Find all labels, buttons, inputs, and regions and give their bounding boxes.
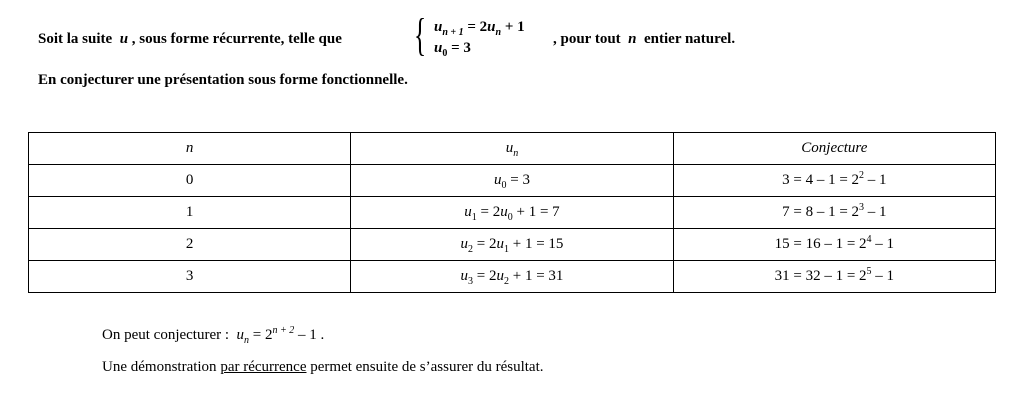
cell-u: $u_0 = 3$	[351, 165, 673, 197]
conclusion-formula: On peut conjecturer : $u_n = 2^{n + 2} - 1$ .	[102, 325, 325, 346]
cell-conjecture: $3 = 4 - 1 = 2^2 - 1$	[673, 165, 995, 197]
cell-u: $u_2 = 2u_1 + 1 = 15$	[351, 229, 673, 261]
statement-mid: , sous forme récurrente, telle que	[131, 31, 342, 47]
cell-u: $u_3 = 2u_2 + 1 = 31$	[351, 261, 673, 293]
sequence-symbol: u	[119, 31, 129, 47]
cell-n: 2	[29, 229, 351, 261]
conclusion-note: Une démonstration par récurrence permet ensuite de s’assurer du résultat.	[102, 359, 544, 375]
table-row	[29, 197, 996, 229]
variable-n: n	[628, 31, 637, 47]
cell-n: 3	[29, 261, 351, 293]
cell-n: 0	[29, 165, 351, 197]
table-header-row	[29, 133, 996, 165]
question-text: En conjecturer une présentation sous forme fonctionnelle.	[38, 72, 408, 88]
statement-text	[38, 31, 342, 48]
table-row	[29, 229, 996, 261]
recurrence-link: par récurrence	[220, 359, 307, 375]
cell-conjecture: $31 = 32 - 1 = 2^5 - 1$	[673, 261, 995, 293]
header-n: n	[29, 133, 351, 165]
initial-condition: $u_0 = 3$	[434, 40, 471, 59]
system-brace: {	[414, 9, 427, 60]
recurrence-equation: $u_{n + 1} = 2u_n + 1$	[434, 19, 525, 38]
header-conjecture: Conjecture	[673, 133, 995, 165]
conjecture-table	[28, 132, 996, 293]
cell-n: 1	[29, 197, 351, 229]
header-un: $u_n$	[351, 133, 673, 165]
table-row	[29, 165, 996, 197]
statement-end: , pour tout n entier naturel.	[553, 31, 736, 47]
table-row	[29, 261, 996, 293]
cell-u: $u_1 = 2u_0 + 1 = 7$	[351, 197, 673, 229]
cell-conjecture: $7 = 8 - 1 = 2^3 - 1$	[673, 197, 995, 229]
cell-conjecture: $15 = 16 - 1 = 2^4 - 1$	[673, 229, 995, 261]
statement-intro: Soit la suite	[38, 31, 113, 47]
